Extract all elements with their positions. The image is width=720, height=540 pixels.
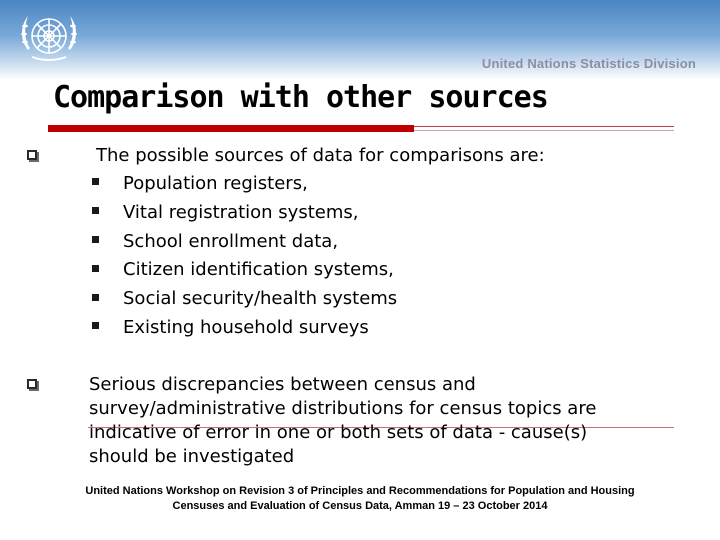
list-item: Vital registration systems, (123, 202, 359, 223)
footer-line: United Nations Workshop on Revision 3 of Principles and Recommendations for Population and Housing (85, 485, 635, 497)
checkbox-bullet-icon (27, 150, 37, 160)
list-item: Population registers, (123, 173, 308, 194)
title-divider-rule (414, 126, 674, 127)
list-item: Existing household surveys (123, 317, 369, 338)
list-item: School enrollment data, (123, 231, 339, 252)
title-accent-rule (48, 125, 414, 132)
organization-name: United Nations Statistics Division (481, 56, 696, 71)
square-bullet-icon (92, 322, 99, 329)
paragraph-line: Serious discrepancies between census and (89, 374, 476, 395)
footer-line: Censuses and Evaluation of Census Data, Amman 19 – 23 October 2014 (172, 500, 548, 512)
square-bullet-icon (92, 207, 99, 214)
square-bullet-icon (92, 294, 99, 301)
bullet-text: The possible sources of data for comparisons are: (96, 145, 545, 166)
paragraph-line: should be investigated (89, 446, 295, 467)
title-divider-rule-secondary (414, 130, 674, 131)
list-item: Social security/health systems (123, 288, 398, 309)
slide-title: Comparison with other sources (53, 80, 548, 115)
square-bullet-icon (92, 178, 99, 185)
square-bullet-icon (92, 236, 99, 243)
checkbox-bullet-icon (27, 379, 37, 389)
paragraph-line: indicative of error in one or both sets of data - cause(s) (89, 422, 588, 443)
footer (0, 484, 720, 514)
un-emblem-icon (14, 6, 84, 68)
list-item: Citizen identification systems, (123, 259, 394, 280)
paragraph-line: survey/administrative distributions for census topics are (89, 398, 597, 419)
square-bullet-icon (92, 265, 99, 272)
